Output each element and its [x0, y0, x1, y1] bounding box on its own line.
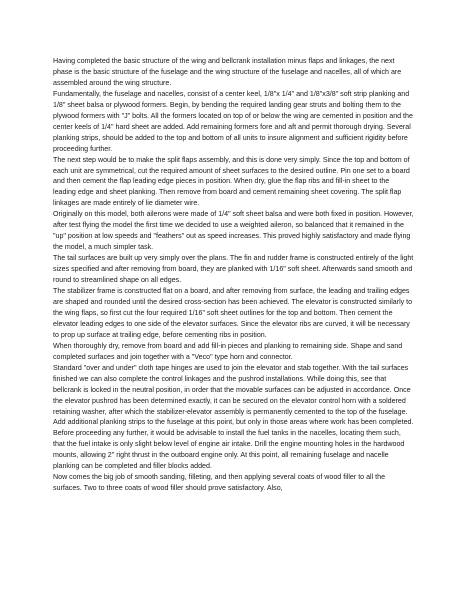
document-body — [53, 56, 414, 494]
paragraph: Having completed the basic structure of the wing and bellcrank installation minus flaps and linkages, the next phase is the basic structure of the fuselage and the wing structure of the fuselage and nacelles, all of which are assembled around the wing structure. — [53, 57, 402, 87]
paragraph: Now comes the big job of smooth sanding, filleting, and then applying several coats of wood filler to all the surfaces. Two to three coats of wood filler should prove satisfactory. Also, — [53, 473, 386, 493]
paragraph: When thoroughly dry, remove from board and add fill-in pieces and planking to remaining side. Shape and sand completed surfaces and join together with a "Veco" type horn and connector. — [53, 341, 403, 361]
paragraph: The stabilizer frame is constructed flat on a board, and after removing from surface, the leading and trailing edges are shaped and rounded until the desired cross-section has been achieved. The elevator is constructed similarly to the wing flaps, so first cut the four required 1/16" soft sheet outlines for the top and bottom. Then cement the elevator leading edges to one side of the elevator surfaces. Since the elevator ribs are curved, it will be necessary to prop up surface at trailing edge, before cementing ribs in position. — [53, 287, 413, 339]
paragraph: Originally on this model, both ailerons were made of 1/4" soft sheet balsa and were both fixed in position. However, after test flying the model the first time we decided to use a weighted aileron, so balanced that it remained in the "up" position at low speeds and "feathers" out as speed increases. This proved highly satisfactory and made flying the model, a much simpler task. — [53, 210, 414, 252]
paragraph: The next step would be to make the split flaps assembly, and this is done very simply. Since the top and bottom of each unit are symmetrical, cut the required amount of sheet surfaces to the desired outline. Pin one set to a board and then cement the flap leading edge pieces in position. When dry, glue the flap ribs and fill-in sheet to the leading edge and sheet planking. Then remove from board and cement remaining sheet covering. The split flap linkages are made entirely of lie diameter wire. — [53, 155, 410, 208]
paragraph: The tail surfaces are built up very simply over the plans. The fin and rudder frame is constructed entirely of the light sizes specified and after removing from board, they are planked with 1/16" soft sheet. Afterwards sand smooth and round to streamlined shape on all edges. — [53, 254, 414, 285]
paragraph: Before proceeding any further, it would be advisable to install the fuel tanks in the nacelles, locating them such, that the fuel intake is only slight below level of engine air intake. Drill the engine mounting holes in the hardwood mounts, allowing 2" right thrust in the outboard engine only. At this point, all remaining fuselage and nacelle planking can be completed and filler blocks added. — [53, 429, 405, 471]
paragraph: Standard "over and under" cloth tape hinges are used to join the elevator and stab together. With the tail surfaces finished we can also complete the control linkages and the pushrod installations. While doing this, see that bellcrank is locked in the neutral position, in order that the movable surfaces can be adjusted in accordance. Once the elevator pushrod has been determined exactly, it can be secured on the elevator control horn with a soldered retaining washer, after which the stabilizer-elevator assembly is permanently cemented to the top of the fuselage. Add additional planking strips to the fuselage at this point, but only in those areas where work has been completed. — [53, 363, 414, 427]
paragraph: Fundamentally, the fuselage and nacelles, consist of a center keel, 1/8"x 1/4" and 1/8"x3/8" soft strip planking and 1/8" sheet balsa or plywood formers. Begin, by bending the required landing gear struts and bolting them to the plywood formers with "J" bolts. All the formers located on top of or below the wing are cemented in position and the center keels of 1/4" hard sheet are added. Add remaining formers fore and aft and permit thorough drying. Several planking strips, should be added to the top and bottom of all units to insure alignment and sufficient rigidity before proceeding further. — [53, 89, 413, 153]
